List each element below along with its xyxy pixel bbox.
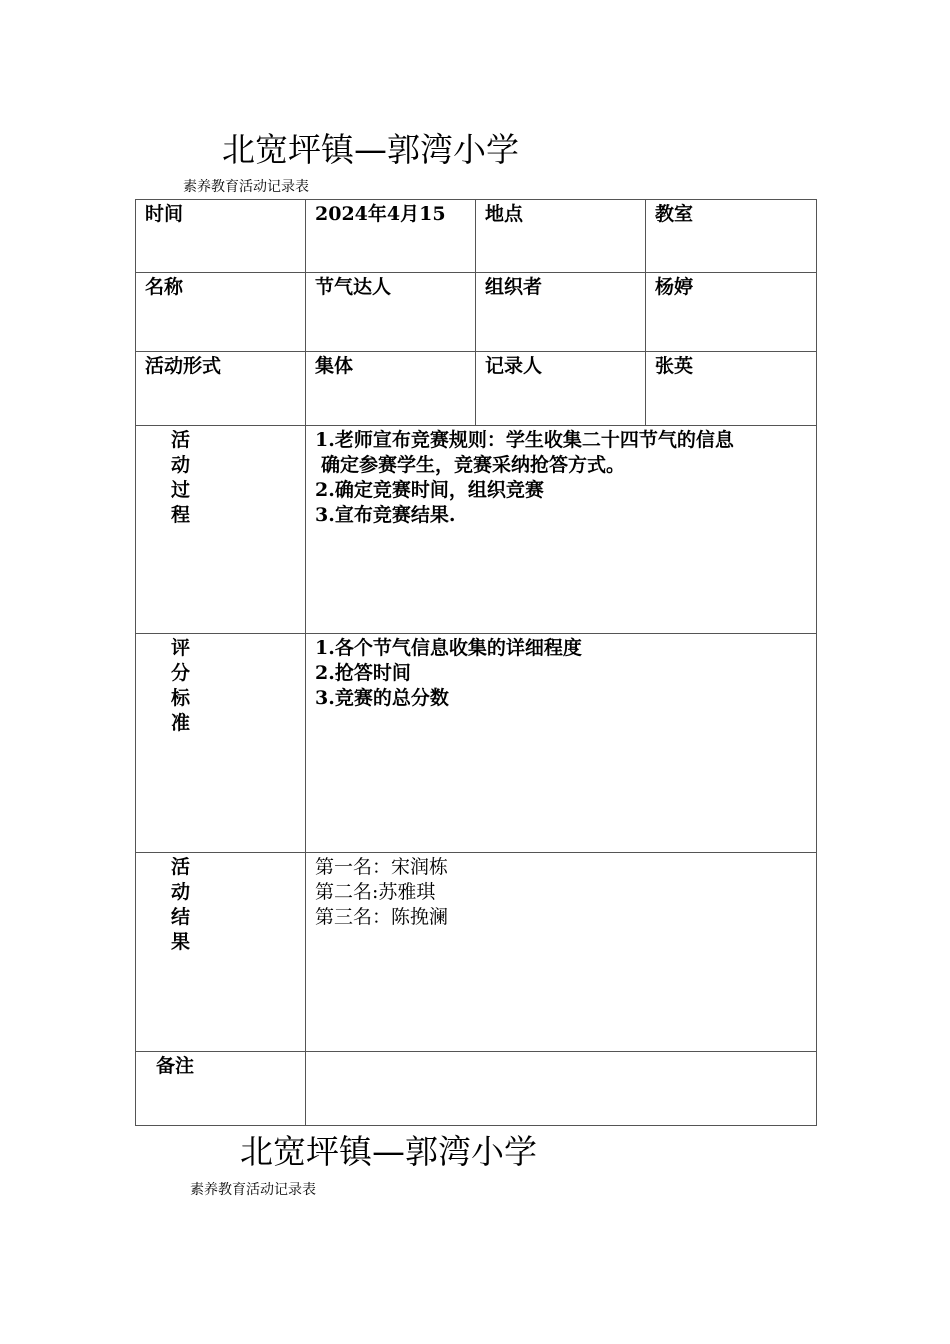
table-row [136, 352, 817, 426]
organizer-label: 组织者 [476, 273, 646, 352]
process-line: 2.确定竞赛时间，组织竞赛 [315, 479, 544, 501]
result-content [306, 853, 817, 1052]
process-label-cell [136, 426, 306, 634]
result-label-cell [136, 853, 306, 1052]
criteria-content [306, 634, 817, 853]
result-line: 第三名：陈挽澜 [315, 906, 449, 928]
result-line: 第一名：宋润栋 [315, 856, 449, 878]
form-label: 活动形式 [136, 352, 306, 426]
name-value: 节气达人 [306, 273, 476, 352]
result-label: 活动结果 [171, 856, 191, 953]
criteria-label: 评分标准 [171, 637, 191, 734]
note-label-cell [136, 1052, 306, 1126]
process-line: 确定参赛学生，竞赛采纳抢答方式。 [321, 454, 626, 476]
time-value: 2024年4月15 [306, 200, 476, 273]
name-label: 名称 [136, 273, 306, 352]
criteria-line: 2.抢答时间 [315, 662, 411, 684]
note-value [306, 1052, 817, 1126]
result-line: 第二名:苏雅琪 [315, 881, 436, 903]
form-value: 集体 [306, 352, 476, 426]
recorder-label: 记录人 [476, 352, 646, 426]
activity-record-table [135, 199, 817, 1126]
note-label: 备注 [156, 1055, 195, 1077]
form-subtitle-repeat: 素养教育活动记录表 [190, 1182, 316, 1198]
process-content [306, 426, 817, 634]
criteria-line: 1.各个节气信息收集的详细程度 [315, 637, 582, 659]
organizer-value: 杨婷 [646, 273, 817, 352]
process-label: 活动过程 [171, 429, 191, 526]
recorder-value: 张英 [646, 352, 817, 426]
table-row [136, 853, 817, 1052]
process-line: 1.老师宣布竞赛规则：学生收集二十四节气的信息 [315, 429, 734, 451]
table-row [136, 426, 817, 634]
criteria-line: 3.竞赛的总分数 [315, 687, 449, 709]
table-row [136, 273, 817, 352]
table-row [136, 1052, 817, 1126]
place-label: 地点 [476, 200, 646, 273]
school-title: 北宽坪镇—郭湾小学 [222, 130, 519, 169]
form-subtitle: 素养教育活动记录表 [183, 179, 309, 195]
table-row [136, 200, 817, 273]
time-label: 时间 [136, 200, 306, 273]
place-value: 教室 [646, 200, 817, 273]
criteria-label-cell [136, 634, 306, 853]
process-line: 3.宣布竞赛结果. [315, 504, 456, 526]
school-title-repeat: 北宽坪镇—郭湾小学 [240, 1132, 537, 1171]
table-row [136, 634, 817, 853]
